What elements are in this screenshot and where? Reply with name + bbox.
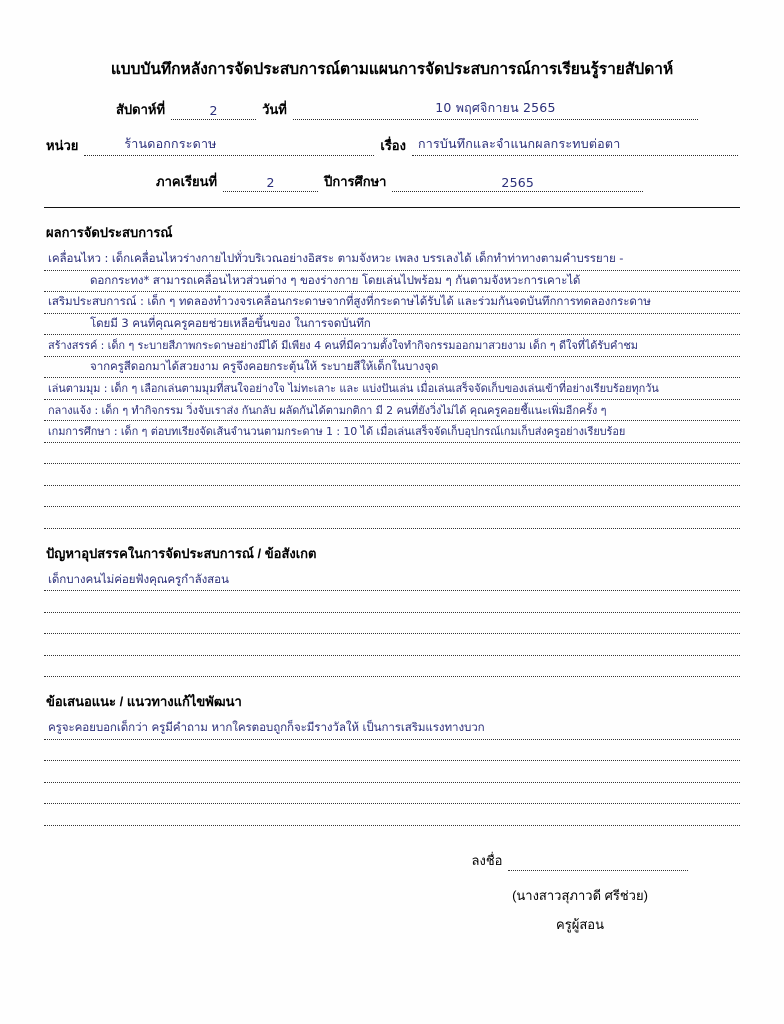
term-field[interactable]: [223, 174, 318, 192]
writing-line[interactable]: [44, 634, 740, 656]
meta-row-week-date: [46, 99, 738, 120]
year-field[interactable]: [392, 174, 643, 192]
document-meta: [0, 81, 784, 192]
writing-line[interactable]: [44, 570, 740, 592]
year-label: ปีการศึกษา: [324, 174, 387, 189]
meta-row-unit-topic: [46, 135, 738, 156]
section-suggestions-lines: [44, 718, 740, 826]
week-value: 2: [209, 103, 218, 118]
writing-line[interactable]: [44, 400, 740, 422]
week-label: สัปดาห์ที่: [116, 102, 166, 117]
line-text: เกมการศึกษา : เด็ก ๆ ต่อบทเรียงจัดเส้นจำนวนตามกระดาษ 1 : 10 ได้ เมื่อเล่นเสร็จจัดเก็บอุปกรณ์เกมเก็บส่งครูอย่างเรียบร้อย: [48, 425, 626, 438]
writing-line[interactable]: [44, 804, 740, 826]
date-value: 10 พฤศจิกายน 2565: [435, 100, 556, 115]
writing-line[interactable]: [44, 507, 740, 529]
writing-line[interactable]: [44, 249, 740, 271]
section-results-lines: [44, 249, 740, 529]
writing-line[interactable]: [44, 357, 740, 379]
term-label: ภาคเรียนที่: [156, 174, 218, 189]
unit-label: หน่วย: [46, 138, 79, 153]
writing-line[interactable]: [44, 314, 740, 336]
line-text: สร้างสรรค์ : เด็ก ๆ ระบายสีภาพกระดาษอย่างมีได้ มีเพียง 4 คนที่มีความตั้งใจทำกิจกรรมออกมาสวยงาม เด็ก ๆ ดีใจที่ได้รับคำชม: [48, 339, 638, 352]
writing-line[interactable]: [44, 656, 740, 678]
page-title: แบบบันทึกหลังการจัดประสบการณ์ตามแผนการจัดประสบการณ์การเรียนรู้รายสัปดาห์: [110, 61, 674, 78]
signature-role: ครูผู้สอน: [556, 917, 604, 932]
line-text: ดอกกระทง* สามารถเคลื่อนไหวส่วนต่าง ๆ ของร่างกาย โดยเล่นไปพร้อม ๆ กันตามจังหวะการเคาะได้: [90, 272, 581, 287]
signature-label: ลงชื่อ: [471, 853, 503, 868]
unit-value: ร้านดอกกระดาษ: [124, 136, 217, 151]
section-suggestions-title: ข้อเสนอแนะ / แนวทางแก้ไขพัฒนา: [46, 694, 242, 709]
topic-value: การบันทึกและจำแนกผลกระทบต่อตา: [417, 136, 621, 151]
writing-line[interactable]: [44, 740, 740, 762]
writing-line[interactable]: [44, 464, 740, 486]
line-text: โดยมี 3 คนที่คุณครูคอยช่วยเหลือขึ้นของ ในการจดบันทึก: [90, 315, 371, 330]
section-problems-title: ปัญหาอุปสรรคในการจัดประสบการณ์ / ข้อสังเกต: [46, 545, 317, 561]
meta-row-term-year: [46, 171, 738, 192]
writing-line[interactable]: [44, 421, 740, 443]
writing-line[interactable]: [44, 783, 740, 805]
line-text: เสริมประสบการณ์ : เด็ก ๆ ทดลองทำวงจรเคลื่อนกระดาษจากที่สูงที่กระดาษได้รับได้ และร่วมกันจดบันทึกการทดลองกระดาษ: [48, 294, 651, 308]
section-problems-lines: [44, 570, 740, 678]
line-text: กลางแจ้ง : เด็ก ๆ ทำกิจกรรม วิ่งจับเราส่ง กันกลับ ผลัดกันได้ตามกติกา มี 2 คนที่ยังวิ่งไม่ได้ คุณครูคอยชี้แนะเพิ่มอีกครั้ง ๆ: [48, 403, 607, 417]
writing-line[interactable]: [44, 378, 740, 400]
topic-label: เรื่อง: [380, 138, 406, 153]
writing-line[interactable]: [44, 271, 740, 293]
week-field[interactable]: [171, 102, 256, 120]
section-suggestions: [0, 691, 784, 826]
line-text: ครูจะคอยบอกเด็กว่า ครูมีคำถาม หากใครตอบถูกก็จะมีรางวัลให้ เป็นการเสริมแรงทางบวก: [48, 720, 485, 734]
line-text: จากครูสีดอกมาได้สวยงาม ครูจึงคอยกระตุ้นให้ ระบายสีให้เด็กในบางจุด: [90, 358, 439, 373]
date-field[interactable]: [293, 102, 698, 120]
header-divider: [44, 207, 740, 208]
line-text: เด็กบางคนไม่ค่อยฟังคุณครูกำลังสอน: [48, 571, 229, 586]
date-label: วันที่: [262, 102, 287, 117]
section-results-title: ผลการจัดประสบการณ์: [46, 225, 173, 240]
signature-row: [430, 850, 730, 871]
line-text: เล่นตามมุม : เด็ก ๆ เลือกเล่นตามมุมที่สนใจอย่างใจ ไม่ทะเลาะ และ แบ่งปันเล่น เมื่อเล่นเสร็จจัดเก็บของเล่นเข้าที่อย่างเรียบร้อยทุกวัน: [48, 382, 659, 395]
section-problems: [0, 543, 784, 678]
signature-block: [430, 850, 730, 935]
writing-line[interactable]: [44, 591, 740, 613]
writing-line[interactable]: [44, 613, 740, 635]
writing-line[interactable]: [44, 443, 740, 465]
writing-line[interactable]: [44, 718, 740, 740]
signature-line[interactable]: [508, 854, 688, 871]
signature-name: (นางสาวสุภาวดี ศรีช่วย): [512, 888, 648, 903]
line-text: เคลื่อนไหว : เด็กเคลื่อนไหวร่างกายไปทั่วบริเวณอย่างอิสระ ตามจังหวะ เพลง บรรเลงได้ เด็กทำท่าทางตามคำบรรยาย -: [48, 251, 624, 265]
writing-line[interactable]: [44, 292, 740, 314]
writing-line[interactable]: [44, 761, 740, 783]
topic-field[interactable]: [412, 138, 738, 156]
writing-line[interactable]: [44, 335, 740, 357]
year-value: 2565: [501, 175, 535, 190]
section-results: [0, 222, 784, 529]
writing-line[interactable]: [44, 486, 740, 508]
unit-field[interactable]: [84, 138, 374, 156]
term-value: 2: [266, 175, 275, 190]
